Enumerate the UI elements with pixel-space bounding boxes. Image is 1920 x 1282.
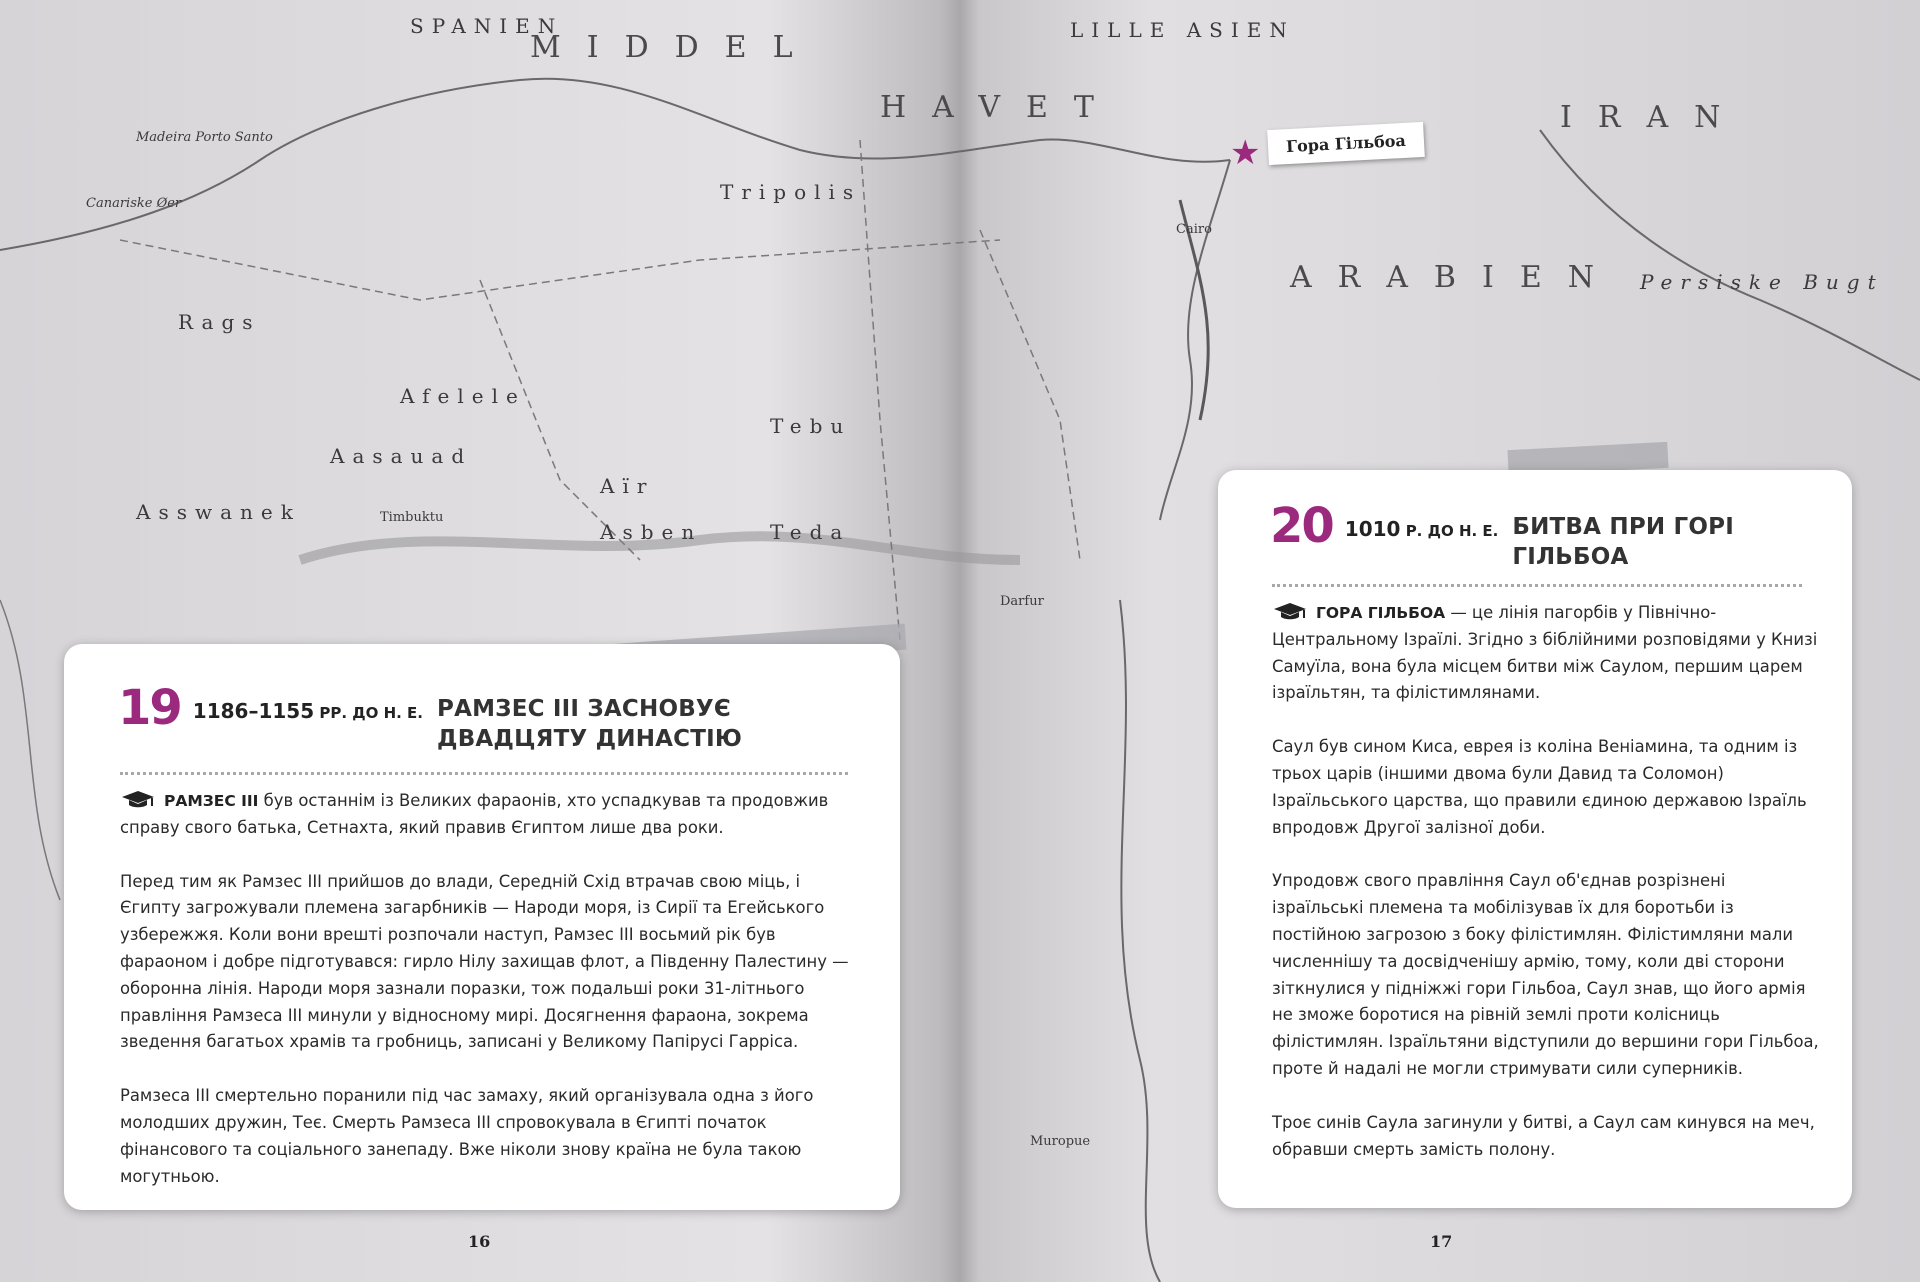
map-label: IRAN — [1560, 100, 1747, 135]
map-label: MIDDEL — [530, 30, 819, 65]
event-header — [1270, 498, 1762, 572]
map-label: LILLE ASIEN — [1070, 18, 1295, 42]
paragraph: Саул був сином Киса, еврея із коліна Веніамина, та одним із трьох царів (іншими двома були Давид та Соломон) Ізраїльського царства, що правили єдиною державою Ізраїль впродовж Другої залізної доби. — [1272, 737, 1807, 837]
map-label: ARABIEN — [1290, 260, 1620, 295]
paragraph: Упродовж свого правління Саул об'єднав розрізнені ізраїльські племена та мобілізував їх для боротьби із постійною загрозою з боку філістимлян. Філістимляни мали численнішу та досвідченішу армію, тому, коли дві сторони зіткнулися у підніжжі гори Гільбоа, Саул знав, що його армія не зможе боротися на рівній землі проти колісниць філістимлян. Ізраїльтяни відступили до вершини гори Гільбоа, проте й надалі не могли стримувати сили суперників. — [1272, 871, 1819, 1078]
graduation-cap-icon — [1272, 601, 1308, 621]
map-label: SPANIEN — [410, 14, 564, 38]
event-date — [1345, 517, 1499, 541]
graduation-cap-icon — [120, 789, 156, 809]
location-tag-gilboa: Гора Гільбоа — [1267, 122, 1424, 165]
event-title: БИТВА ПРИ ГОРІ ГІЛЬБОА — [1512, 514, 1734, 570]
map-label: Afelele — [400, 384, 526, 408]
event-body — [120, 788, 858, 1217]
paragraph — [120, 788, 858, 842]
paragraph: Перед тим як Рамзес III прийшов до влади, Середній Схід втрачав свою міць, і Єгипту загрожували племена загарбників — Народи моря, із Сирії та Егейського узбережжя. Коли вони врешті розпочали наступ, Рамзес III восьмий рік був фараоном і добре підготувався: гирло Нілу захищав флот, а Південну Палестину — оборонна лінія. Народи моря зазнали поразки, тож подальші роки 31-літнього правління Рамзеса III минули у відносному мирі. Досягнення фараона, зокрема зведення багатьох храмів та гробниць, записані у Великому Папірусі Гарріса. — [120, 871, 849, 1052]
event-card-19 — [64, 644, 900, 1210]
star-icon: ★ — [1230, 134, 1261, 172]
map-label: Persiske Bugt — [1640, 270, 1884, 294]
event-header — [118, 680, 757, 754]
event-number: 20 — [1270, 498, 1333, 554]
map-label: Cairo — [1176, 222, 1212, 237]
event-body — [1272, 600, 1820, 1190]
map-label: Aasauad — [330, 444, 473, 468]
map-label: Canariske Øer — [86, 196, 182, 211]
map-label: Timbuktu — [380, 510, 444, 525]
page-number-right: 17 — [1430, 1232, 1453, 1251]
map-label: Teda — [770, 520, 851, 544]
paragraph-text: — це лінія пагорбів у Північно-Центральному Ізраїлі. Згідно з біблійними розповідями у Книзі Самуїла, вона була місцем битви між Саулом, першим царем ізраїльтян, та філістимлянами. — [1272, 603, 1818, 703]
map-label: Rags — [178, 310, 261, 334]
term: РАМЗЕС III — [164, 792, 259, 810]
map-label: HAVET — [880, 90, 1120, 125]
event-date — [193, 699, 423, 723]
paragraph-text: був останнім із Великих фараонів, хто успадкував та продовжив справу свого батька, Сетнахта, який правив Єгиптом лише два роки. — [120, 791, 829, 837]
page-number-left: 16 — [468, 1232, 491, 1251]
dotted-divider — [1272, 584, 1802, 587]
event-date-suffix: Р. ДО Н. Е. — [1400, 522, 1499, 540]
map-label: Asswanek — [136, 500, 301, 524]
map-label: Tebu — [770, 414, 852, 438]
term: ГОРА ГІЛЬБОА — [1316, 604, 1446, 622]
map-label: Muropue — [1030, 1134, 1091, 1149]
event-card-20 — [1218, 470, 1852, 1208]
map-label: Aïr — [600, 474, 655, 498]
map-label: Asben — [600, 520, 703, 544]
dotted-divider — [120, 772, 848, 775]
map-label: Madeira Porto Santo — [136, 130, 273, 145]
event-title: РАМЗЕС III ЗАСНОВУЄ ДВАДЦЯТУ ДИНАСТІЮ — [437, 696, 743, 752]
paragraph — [1272, 600, 1820, 707]
paragraph: Рамзеса III смертельно поранили під час замаху, який організувала одна з його молодших дружин, Теє. Смерть Рамзеса III спровокувала в Єгипті початок фінансового та соціального занепаду. Вже ніколи знову країна не була такою могутньою. — [120, 1086, 814, 1186]
map-label: Darfur — [1000, 594, 1044, 609]
event-number: 19 — [118, 680, 181, 736]
map-label: Tripolis — [720, 180, 862, 204]
event-date-suffix: РР. ДО Н. Е. — [314, 704, 424, 722]
paragraph: Троє синів Саула загинули у битві, а Саул сам кинувся на меч, обравши смерть замість полону. — [1272, 1112, 1815, 1159]
event-date-years: 1186–1155 — [192, 699, 315, 723]
event-date-years: 1010 — [1344, 517, 1401, 541]
